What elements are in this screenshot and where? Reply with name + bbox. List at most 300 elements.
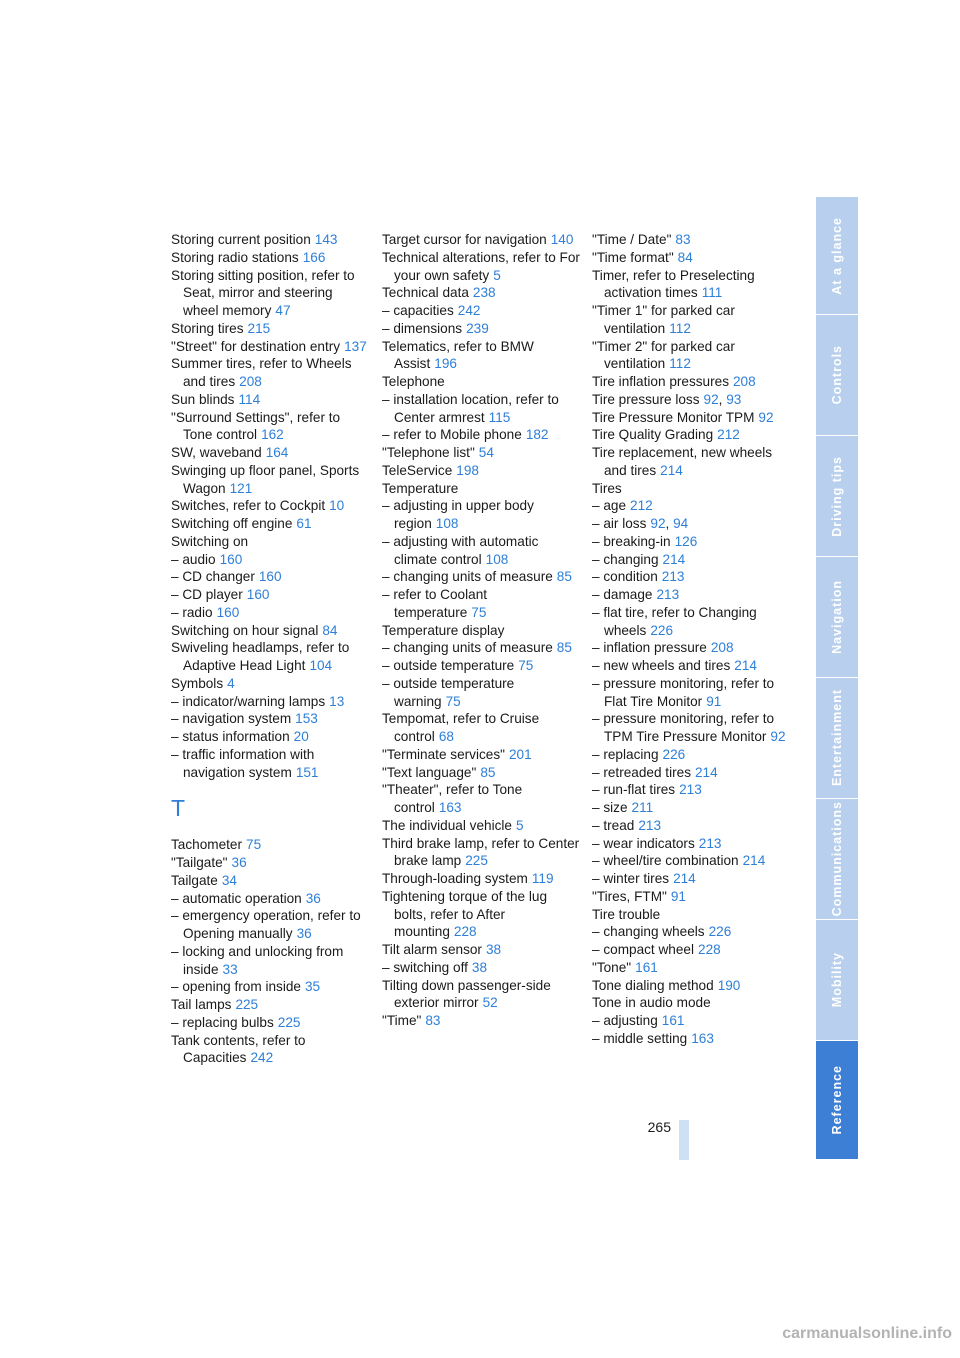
index-list-t-start [171,836,371,1067]
index-entry-term: – opening from inside [171,979,301,995]
page-reference-link[interactable]: 38 [485,942,502,957]
page-reference-link[interactable]: 214 [742,853,766,869]
index-entry-term: – locking and unlocking from inside [171,943,344,977]
page-reference-link[interactable]: 225 [235,997,259,1012]
index-entry [382,338,582,374]
page-reference-link[interactable]: 52 [482,995,498,1011]
index-entry-term: Target cursor for navigation [382,232,547,247]
page-reference-link[interactable]: 164 [265,445,289,460]
index-entry [592,1030,787,1048]
index-entry: – air loss 92, 94 [592,516,689,531]
index-entry [382,764,582,782]
page-reference-link[interactable]: 160 [258,569,282,585]
page-reference-link[interactable]: 121 [229,480,253,496]
page-reference-link[interactable]: 68 [438,729,454,744]
index-entry [382,622,582,640]
tab-reference[interactable]: Reference [816,1041,858,1159]
index-entry-term: – outside temperature [382,658,515,673]
index-entry [382,1012,582,1030]
page-reference-link[interactable]: 36 [231,855,247,870]
index-entry [171,639,371,675]
index-entry [382,657,582,675]
index-entry [171,497,371,515]
index-entry-term: – CD changer [171,569,255,585]
page-reference-link[interactable]: 137 [344,338,367,354]
index-entry [382,391,582,427]
page-reference-link[interactable]: 196 [434,356,457,372]
index-entry-term: Summer tires, refer to Wheels and tires [171,356,352,389]
index-entry-term: Technical alterations, refer to For your own safety [382,249,580,283]
index-entry-term: – wear indicators [592,835,695,851]
index-entry-term: "Street" for destination entry [171,338,341,354]
page-number: 265 [647,1119,671,1135]
index-entry-term: – run-flat tires [592,782,676,798]
page-reference-link[interactable]: 75 [246,837,262,853]
page-reference-link[interactable]: 93 [726,391,742,407]
index-entry-term: Tachometer [171,837,243,853]
index-entry-term: Tire replacement, new wheels and tires [592,445,773,478]
index-entry [171,996,371,1014]
page-reference-link[interactable]: 35 [304,979,321,995]
page-reference-link[interactable]: 161 [661,1013,685,1028]
index-entry [171,872,371,890]
index-entry-term: "Tailgate" [171,855,228,870]
index-entry [592,302,787,338]
index-entry [382,480,582,498]
index-entry: Tire pressure loss 92, 93 [592,391,742,407]
index-entry-term: Swinging up floor panel, Sports Wagon [171,462,360,496]
index-entry-term: Tire Pressure Monitor TPM [592,409,755,425]
index-entry-term: Third brake lamp, refer to Center brake lamp [382,835,580,869]
page-reference-link[interactable]: 85 [480,764,496,780]
page-reference-link[interactable]: 239 [466,320,489,336]
index-entry [382,835,582,871]
index-entry [171,586,371,604]
page-reference-link[interactable]: 61 [296,516,312,531]
index-entry-term: Temperature display [382,622,505,638]
index-entry [592,657,787,675]
page-reference-link[interactable]: 84 [322,622,338,638]
index-entry [592,870,787,888]
index-entry [592,888,787,906]
page-reference-link[interactable]: 38 [471,959,488,975]
page-reference-link[interactable]: 214 [673,871,696,886]
index-entry [171,568,371,586]
page-reference-link[interactable]: 190 [717,977,741,993]
page-reference-link[interactable]: 114 [238,391,261,407]
page-reference-link[interactable]: 228 [698,942,721,957]
index-entry [592,586,787,604]
index-entry-term: – refer to Mobile phone [382,427,522,443]
index-entry-term: Switches, refer to Cockpit [171,498,326,514]
page-reference-link[interactable]: 91 [706,693,722,709]
index-entry-term: – changing wheels [592,924,705,940]
index-entry [171,710,371,728]
index-entry-term: Storing radio stations [171,249,299,265]
page-reference-link[interactable]: 160 [219,551,243,567]
index-entry-term: – refer to Coolant temperature [382,587,488,620]
index-entry-term: Storing current position [171,232,311,247]
index-entry [382,639,582,657]
index-entry [592,764,787,782]
tab-communications[interactable]: Communications [816,799,858,920]
page-reference-link[interactable]: 108 [485,551,509,567]
page-reference-link[interactable]: 160 [216,604,240,620]
page-reference-link[interactable]: 91 [670,888,686,904]
index-entry [592,639,787,657]
page-reference-link[interactable]: 213 [661,569,685,585]
index-entry [592,267,787,303]
index-entry [171,890,371,908]
index-entry-term: – damage [592,587,653,602]
index-entry [382,462,582,480]
page-reference-link[interactable]: 213 [656,587,680,602]
page-reference-link[interactable]: 85 [556,569,572,585]
index-entry [382,586,582,622]
index-entry-term: – air loss [592,516,647,531]
index-entry [592,444,787,480]
index-entry [382,710,582,746]
index-entry-term: Tilt alarm sensor [382,942,482,957]
index-entry-term: Sun blinds [171,391,235,407]
tab-controls[interactable]: Controls [816,315,858,436]
index-entry-term: – outside temperature warning [382,675,515,709]
index-entry [171,533,371,551]
index-entry [592,977,787,995]
page-reference-link[interactable]: 92 [650,516,666,531]
page-reference-link[interactable]: 212 [717,427,740,443]
page-reference-link[interactable]: 215 [247,320,271,336]
page-reference-link[interactable]: 163 [691,1030,714,1046]
page-reference-link[interactable]: 225 [277,1014,301,1030]
index-entry-term: – automatic operation [171,890,302,906]
page-reference-link[interactable]: 208 [239,374,262,389]
index-entry-term: – condition [592,569,658,585]
index-entry [592,497,787,515]
index-entry-term: Switching on [171,533,249,549]
tab-mobility[interactable]: Mobility [816,920,858,1041]
index-entry [171,854,371,872]
page-reference-link[interactable]: 211 [631,800,654,815]
index-entry [592,675,787,711]
page-reference-link[interactable]: 83 [675,232,691,247]
index-entry-term: – size [592,800,628,815]
index-entry [382,231,582,249]
index-entry-term: Telephone [382,374,445,389]
page-reference-link[interactable]: 213 [698,835,722,851]
index-entry-term: – winter tires [592,871,670,886]
index-entry-term: "Time" [382,1013,422,1028]
page-reference-link[interactable]: 214 [734,658,757,673]
index-list-s [171,231,371,781]
page-reference-link[interactable]: 108 [435,516,459,531]
index-entry [592,426,787,444]
page-reference-link[interactable]: 143 [314,232,338,247]
index-entry-term: – retreaded tires [592,764,691,780]
page-reference-link[interactable]: 85 [556,640,572,656]
index-entry [382,817,582,835]
index-entry [382,320,582,338]
index-entry [592,551,787,569]
index-entry-term: Technical data [382,285,469,301]
index-entry-term: – indicator/warning lamps [171,693,326,709]
index-entry [382,959,582,977]
index-entry-term: The individual vehicle [382,817,512,833]
index-entry [171,267,371,320]
index-entry [592,959,787,977]
index-entry [592,799,787,817]
index-entry-term: – inflation pressure [592,640,707,656]
index-entry-term: – compact wheel [592,942,695,957]
index-entry [592,710,787,746]
page-reference-link[interactable]: 20 [293,729,309,744]
page-reference-link[interactable]: 226 [708,924,732,940]
index-entry-term: Tire pressure loss [592,391,700,407]
page-reference-link[interactable]: 47 [275,303,291,318]
page-reference-link[interactable]: 160 [246,587,270,602]
index-entry [171,907,371,943]
index-entry-term: Telematics, refer to BMW Assist [382,338,534,372]
page-reference-link[interactable]: 75 [445,693,461,709]
index-entry-term: "Tone" [592,959,632,975]
index-entry [171,320,371,338]
page-reference-link[interactable]: 161 [635,959,658,975]
index-entry-term: "Telephone list" [382,445,475,460]
index-entry-term: – wheel/tire combination [592,853,739,869]
index-entry-term: Tailgate [171,872,218,888]
index-entry [382,302,582,320]
index-entry-term: "Terminate services" [382,746,505,762]
tab-driving-tips[interactable]: Driving tips [816,436,858,557]
page-reference-link[interactable]: 75 [471,604,487,620]
index-entry [592,835,787,853]
index-entry [382,675,582,711]
index-entry [382,888,582,941]
page-reference-link[interactable]: 36 [296,926,312,941]
index-entry [592,817,787,835]
index-entry-term: Timer, refer to Preselecting activation times [592,267,755,301]
page-reference-link[interactable]: 54 [478,445,494,460]
page-reference-link[interactable]: 212 [630,498,653,514]
page-reference-link[interactable]: 36 [305,890,321,906]
index-entry-term: – installation location, refer to Center armrest [382,391,559,425]
index-entry-term: SW, waveband [171,445,262,460]
index-entry [592,338,787,374]
page-reference-link[interactable]: 198 [456,462,479,478]
chapter-sidebar [816,197,858,1159]
page-reference-link[interactable]: 13 [329,693,345,709]
index-entry [171,1014,371,1032]
index-entry [382,568,582,586]
page-reference-link[interactable]: 115 [488,409,511,425]
tab-navigation[interactable]: Navigation [816,557,858,678]
index-entry-term: "Tires, FTM" [592,888,667,904]
page-reference-link[interactable]: 104 [309,658,333,673]
index-entry [382,249,582,285]
page-reference-link[interactable]: 238 [472,285,496,301]
index-entry-term: – adjusting in upper body region [382,498,534,531]
page-reference-link[interactable]: 10 [329,498,345,514]
index-entry [171,249,371,267]
index-entry [592,906,787,924]
index-entry-term: "Theater", refer to Tone control [382,782,523,815]
index-entry-term: Storing sitting position, refer to Seat, mirror and steering wheel memory [171,267,355,318]
page-reference-link[interactable]: 151 [295,764,319,780]
index-entry-term: – CD player [171,587,243,602]
page-reference-link[interactable]: 162 [261,427,284,443]
index-entry [382,870,582,888]
index-entry [171,746,371,782]
index-entry-term: Switching off engine [171,516,293,531]
page-reference-link[interactable]: 225 [465,853,488,869]
index-entry-term: – replacing [592,746,659,762]
page-reference-link[interactable]: 166 [302,249,326,265]
index-entry-term: – navigation system [171,711,292,727]
index-entry-term: – emergency operation, refer to Opening manually [171,908,361,941]
index-entry-term: Tire Quality Grading [592,427,714,443]
index-entry [382,497,582,533]
page-reference-link[interactable]: 242 [457,303,481,318]
index-entry [382,977,582,1013]
index-list-t-end [592,231,787,1048]
index-entry-term: – dimensions [382,320,463,336]
index-entry-term: Symbols [171,675,224,691]
index-entry-term: Tightening torque of the lug bolts, refer to After mounting [382,888,548,940]
page-reference-link[interactable]: 214 [695,764,718,780]
page-reference-link[interactable]: 119 [531,871,554,886]
index-entry-term: – middle setting [592,1030,688,1046]
page-reference-link[interactable]: 213 [679,782,702,798]
index-entry-term: – changing units of measure [382,640,553,656]
page-reference-link[interactable]: 5 [493,267,501,283]
index-entry [592,746,787,764]
index-entry-term: Swiveling headlamps, refer to Adaptive Head Light [171,640,350,673]
index-entry [382,444,582,462]
index-entry [171,338,371,356]
index-entry-term: Tires [592,480,622,496]
section-letter-t: T [171,795,186,822]
page-reference-link[interactable]: 5 [515,817,524,833]
index-entry [592,568,787,586]
index-entry-term: Through-loading system [382,871,528,886]
index-entry-term: – age [592,498,627,514]
page-number-bar [679,1120,689,1160]
index-entry-term: Switching on hour signal [171,622,319,638]
page-reference-link[interactable]: 112 [669,320,691,336]
page-reference-link[interactable]: 182 [525,427,549,443]
page-reference-link[interactable]: 34 [221,872,237,888]
index-entry [592,604,787,640]
page-reference-link[interactable]: 201 [508,746,532,762]
page-reference-link[interactable]: 140 [550,232,574,247]
index-entry [171,693,371,711]
index-entry-term: Tone dialing method [592,977,714,993]
index-entry-term: – adjusting with automatic climate control [382,533,539,567]
index-entry [171,462,371,498]
tab-entertainment[interactable]: Entertainment [816,678,858,799]
index-entry-term: TeleService [382,462,453,478]
index-entry-term: "Timer 1" for parked car ventilation [592,303,735,336]
index-entry-term: – changing units of measure [382,569,553,585]
index-entry-term: – adjusting [592,1013,658,1028]
index-column-2 [382,231,582,1030]
index-entry-term: "Surround Settings", refer to Tone control [171,409,341,443]
index-entry-term: – new wheels and tires [592,658,731,673]
index-entry-term: – changing [592,551,659,567]
page-reference-link[interactable]: 92 [758,409,774,425]
page-reference-link[interactable]: 163 [438,800,462,815]
page-reference-link[interactable]: 242 [250,1050,274,1066]
page-reference-link[interactable]: 111 [701,285,723,301]
index-entry-term: – capacities [382,303,454,318]
index-entry-term: Tone in audio mode [592,995,711,1011]
index-entry-term: – radio [171,604,213,620]
index-entry [171,551,371,569]
page-reference-link[interactable]: 226 [650,622,674,638]
index-entry [592,231,787,249]
page-reference-link[interactable]: 84 [677,249,693,265]
index-entry [382,426,582,444]
watermark: carmanualsonline.info [782,1325,952,1342]
index-entry-term: Tank contents, refer to Capacities [171,1032,306,1066]
page-reference-link[interactable]: 126 [674,533,698,549]
index-entry [382,746,582,764]
index-entry [592,373,787,391]
page-reference-link[interactable]: 208 [733,374,756,389]
index-entry-term: – audio [171,551,216,567]
index-entry [171,604,371,622]
page-reference-link[interactable]: 83 [425,1013,441,1028]
page-reference-link[interactable]: 214 [660,462,683,478]
index-list-t-middle [382,231,582,1030]
index-entry-term: Tail lamps [171,997,232,1012]
index-entry-term: – switching off [382,959,468,975]
index-column-1 [171,231,371,1067]
index-entry [171,515,371,533]
index-entry [171,355,371,391]
index-entry [382,284,582,302]
index-entry-term: – breaking-in [592,533,671,549]
page-reference-link[interactable]: 214 [662,551,686,567]
index-entry [592,409,787,427]
page-reference-link[interactable]: 213 [638,817,662,833]
index-entry-term: Tire trouble [592,906,661,922]
index-entry-term: – replacing bulbs [171,1014,274,1030]
page-reference-link[interactable]: 228 [453,924,477,940]
page-reference-link[interactable]: 4 [227,675,235,691]
tab-at-a-glance[interactable]: At a glance [816,197,858,315]
page-reference-link[interactable]: 75 [518,658,534,673]
index-entry-term: – pressure monitoring, refer to TPM Tire Pressure Monitor [592,711,775,744]
page-reference-link[interactable]: 33 [222,961,238,977]
page-reference-link[interactable]: 208 [710,640,734,656]
index-entry-term: – pressure monitoring, refer to Flat Tire Monitor [592,675,775,709]
index-entry [592,994,787,1012]
index-entry [592,852,787,870]
page-reference-link[interactable]: 92 [703,391,719,407]
index-entry [592,480,787,498]
index-entry [382,373,582,391]
page-reference-link[interactable]: 226 [662,746,686,762]
page-reference-link[interactable]: 153 [295,711,318,727]
page-reference-link[interactable]: 112 [669,356,691,372]
page-reference-link[interactable]: 94 [673,516,689,531]
index-entry [592,923,787,941]
index-entry-term: – status information [171,729,290,744]
index-entry-term: Tempomat, refer to Cruise control [382,711,540,744]
page-reference-link[interactable]: 92 [770,729,786,744]
index-entry-term: – tread [592,817,635,833]
